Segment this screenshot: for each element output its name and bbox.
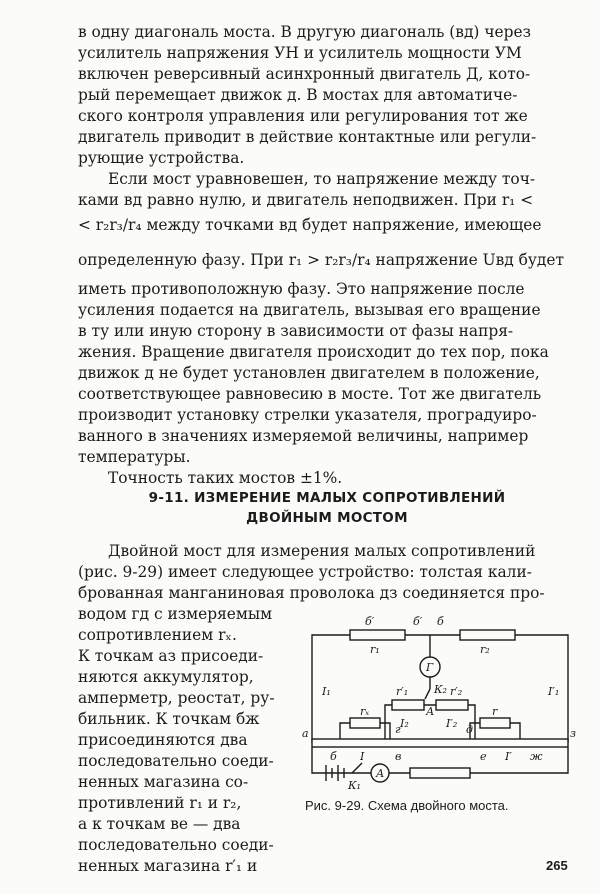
text-line: Если мост уравновешен, то напряжение между точ- <box>108 170 536 188</box>
label-r1: r₁ <box>370 643 380 656</box>
section-title-line-1: 9-11. ИЗМЕРЕНИЕ МАЛЫХ СОПРОТИВЛЕНИЙ <box>148 490 506 506</box>
k1-switch <box>352 763 362 773</box>
label-ammeter: А <box>376 767 385 780</box>
text-line: ванного в значениях измеряемой величины, например <box>78 427 529 445</box>
text-line: (рис. 9-29) имеет следующее устройство: толстая кали- <box>78 563 532 581</box>
section-heading <box>78 488 576 528</box>
text-line: ненных магазина со- <box>78 773 249 791</box>
text-line: иметь противоположную фазу. Это напряжение после <box>78 280 525 298</box>
text-line: в ту или иную сторону в зависимости от фазы напря- <box>78 322 514 340</box>
resistor-rx <box>350 718 380 728</box>
text-line: ками вд равно нулю, и двигатель неподвижен. При r₁ < <box>78 191 534 209</box>
formula-line: < r₂r₃/r₄ между точками вд будет напряжение, имеющее <box>78 216 542 234</box>
label-b-prime-top: б′ <box>413 615 423 628</box>
label-i2-prime: I′₂ <box>446 717 458 730</box>
text-line: водом гд с измеряемым <box>78 605 273 623</box>
text-line: соответствующее равновесию в мосте. Тот же двигатель <box>78 385 542 403</box>
text-line: ненных магазина r′₁ и <box>78 857 258 875</box>
text-line: усилитель напряжения УН и усилитель мощности УМ <box>78 44 522 62</box>
text-line: рующие устройства. <box>78 149 245 167</box>
formula-line: определенную фазу. При r₁ > r₂r₃/r₄ напряжение Uвд будет <box>78 251 565 269</box>
manganin-wire <box>312 739 568 747</box>
text-line: сопротивлением rₓ. <box>78 626 237 644</box>
label-r2-prime: r′₂ <box>450 685 463 698</box>
text-line: К точкам аз присоеди- <box>78 647 264 665</box>
text-line: включен реверсивный асинхронный двигатель Д, кото- <box>78 65 531 83</box>
paragraph-3-column <box>78 604 278 877</box>
label-b-prime: б′ <box>365 615 375 628</box>
label-r: r <box>492 705 498 718</box>
label-b: б <box>330 750 337 763</box>
section-title-line-2: ДВОЙНЫМ МОСТОМ <box>246 510 408 526</box>
text-line: последовательно соеди- <box>78 752 274 770</box>
text-line: амперметр, реостат, ру- <box>78 689 275 707</box>
figure-caption: Рис. 9-29. Схема двойного моста. <box>305 798 509 813</box>
text-line: брованная манганиновая проволока дз соединяется про- <box>78 584 545 602</box>
label-k2: К₂ <box>434 683 447 696</box>
resistor-r2 <box>460 630 515 640</box>
text-line: жения. Вращение двигателя происходит до тех пор, пока <box>78 343 549 361</box>
text-line: движок д не будет установлен двигателем в положение, <box>78 364 540 382</box>
label-e: е <box>480 750 487 763</box>
page-number: 265 <box>546 858 568 873</box>
text-line: няются аккумулятор, <box>78 668 254 686</box>
text-line: рый перемещает движок д. В мостах для автоматиче- <box>78 86 518 104</box>
label-k1: К₁ <box>348 779 361 792</box>
label-g: Г <box>426 661 434 674</box>
text-line: а к точкам ве — два <box>78 815 241 833</box>
resistor-r1 <box>350 630 405 640</box>
text-line: производит установку стрелки указателя, проградуиро- <box>78 406 537 424</box>
label-r2: r₂ <box>480 643 490 656</box>
label-i-prime: I′ <box>505 750 512 763</box>
text-line: в одну диагональ моста. В другую диагональ (вд) через <box>78 23 531 41</box>
paragraph-2 <box>78 169 576 489</box>
label-a: а <box>302 727 309 740</box>
text-line: последовательно соеди- <box>78 836 274 854</box>
paragraph-3 <box>78 541 576 604</box>
resistor-r1-prime <box>392 700 424 710</box>
rheostat <box>410 768 470 778</box>
label-i2: I₂ <box>400 717 409 730</box>
double-bridge-diagram <box>300 605 580 795</box>
label-i1-prime: I′₁ <box>548 685 560 698</box>
text-line: ского контроля управления или регулирования тот же <box>78 107 528 125</box>
label-z: з <box>570 727 576 740</box>
text-line: температуры. <box>78 448 191 466</box>
text-line: бильник. К точкам бж <box>78 710 260 728</box>
text-line: усиления подается на двигатель, вызывая его вращение <box>78 301 541 319</box>
paragraph-1 <box>78 22 576 169</box>
k2-switch <box>425 677 430 699</box>
text-line: двигатель приводит в действие контактные или регули- <box>78 128 537 146</box>
label-a-inner: А <box>426 705 435 718</box>
label-v: в <box>395 750 402 763</box>
accuracy-line: Точность таких мостов ±1%. <box>108 469 343 487</box>
text-line: Двойной мост для измерения малых сопротивлений <box>108 542 536 560</box>
label-zh: ж <box>530 750 543 763</box>
resistor-r2-prime <box>436 700 468 710</box>
label-i: I <box>360 750 365 763</box>
label-r1-prime: r′₁ <box>396 685 409 698</box>
label-rx: rₓ <box>360 705 370 718</box>
resistor-r <box>480 718 510 728</box>
text-line: присоединяются два <box>78 731 248 749</box>
label-i1: I₁ <box>322 685 331 698</box>
text-line: противлений r₁ и r₂, <box>78 794 242 812</box>
label-d: д <box>466 723 473 736</box>
label-b-top: б <box>437 615 444 628</box>
label-g-node: г <box>395 723 401 736</box>
